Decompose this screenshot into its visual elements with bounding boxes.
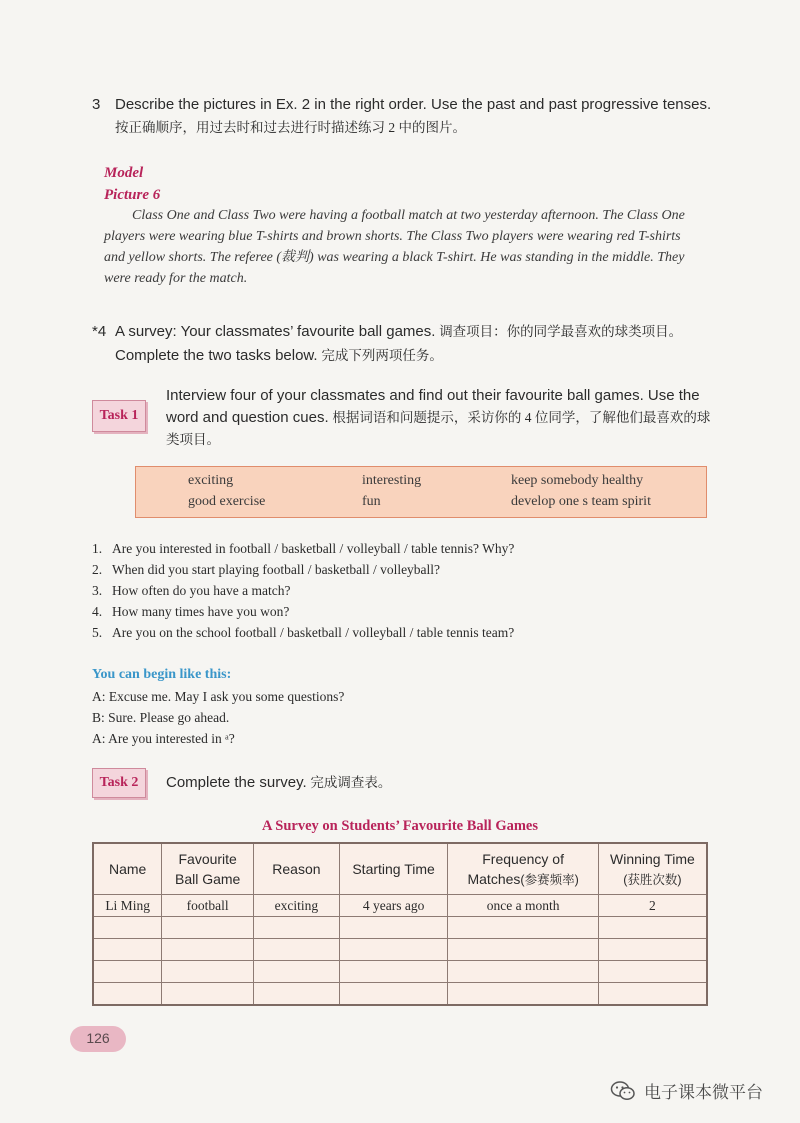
question-number: 2. (92, 562, 103, 577)
task-2-text: Complete the survey. (166, 774, 307, 791)
empty-cell (339, 983, 448, 1006)
exercise-instruction-cn: 按正确顺序，用过去时和过去进行时描述练习 2 中的图片。 (115, 120, 466, 135)
table-row (93, 939, 707, 961)
exercise-subtitle: Complete the two tasks below. (115, 347, 318, 364)
exercise-title: A survey: Your classmates’ favourite ball games. (115, 323, 436, 340)
model-label: Model (104, 165, 144, 181)
page-number: 126 (70, 1026, 126, 1052)
cue-word: interesting (362, 473, 422, 488)
question-text: Are you interested in football / basketball / volleyball / table tennis? Why? (112, 541, 515, 556)
survey-title: A Survey on Students’ Favourite Ball Games (261, 818, 539, 834)
exercise-title-cn: 调查项目：你的同学最喜欢的球类项目。 (439, 324, 683, 339)
empty-cell (448, 917, 598, 939)
question-number: 4. (92, 604, 103, 619)
exercise-4 (92, 320, 732, 368)
question-number: 3. (92, 583, 103, 598)
question-text: How often do you have a match? (112, 583, 291, 598)
task-1-text-cn: 根据词语和问题提示，采访你的 4 位同学，了解他们最喜欢的球类项目。 (166, 410, 711, 447)
cell-winning: 2 (598, 895, 707, 917)
empty-cell (162, 917, 254, 939)
cell-reason: exciting (254, 895, 340, 917)
question-text: When did you start playing football / basketball / volleyball? (112, 562, 441, 577)
cell-game: football (162, 895, 254, 917)
dialogue-line: A: Are you interested in ᵃ? (92, 731, 235, 746)
header-winning-line: Winning Time (610, 850, 695, 867)
empty-cell (598, 961, 707, 983)
survey-table (92, 842, 708, 1006)
empty-cell (254, 917, 340, 939)
empty-cell (448, 939, 598, 961)
question-text: Are you on the school football / basketball / volleyball / table tennis team? (112, 625, 515, 640)
empty-cell (254, 939, 340, 961)
exercise-instruction: Describe the pictures in Ex. 2 in the right order. Use the past and past progressive tenses. (115, 96, 712, 113)
list-item (92, 580, 712, 601)
cue-word: good exercise (188, 494, 266, 509)
empty-cell (448, 961, 598, 983)
list-item (92, 538, 712, 559)
cell-frequency: once a month (448, 895, 598, 917)
begin-heading: You can begin like this: (92, 667, 232, 682)
question-number: 5. (92, 625, 103, 640)
task-1-label: Task 1 (92, 400, 146, 432)
exercise-subtitle-cn: 完成下列两项任务。 (321, 348, 443, 363)
dialogue-line: B: Sure. Please go ahead. (92, 710, 230, 725)
list-item (92, 622, 712, 643)
empty-cell (93, 961, 162, 983)
header-winning-cn: (获胜次数) (623, 872, 682, 887)
table-row (93, 961, 707, 983)
task-2-text-cn: 完成调查表。 (310, 775, 392, 790)
empty-cell (93, 983, 162, 1006)
task-2-instruction (166, 773, 391, 793)
empty-cell (162, 961, 254, 983)
exercise-3 (92, 94, 732, 139)
table-row (93, 917, 707, 939)
cell-name: Li Ming (93, 895, 162, 917)
empty-cell (448, 983, 598, 1006)
cue-word: keep somebody healthy (511, 473, 644, 488)
empty-cell (162, 939, 254, 961)
header-frequency-line: Matches (467, 870, 521, 887)
task-2-label: Task 2 (92, 768, 146, 798)
empty-cell (339, 961, 448, 983)
watermark (610, 1078, 763, 1103)
list-item (92, 601, 712, 622)
cue-word: exciting (188, 473, 234, 488)
table-header-row (93, 843, 707, 895)
watermark-text: 电子课本微平台 (644, 1083, 763, 1103)
wechat-icon (610, 1080, 636, 1102)
exercise-number: 3 (92, 96, 101, 113)
cue-box (135, 466, 707, 518)
header-name: Name (93, 843, 162, 895)
cell-starting: 4 years ago (339, 895, 448, 917)
header-winning-time (598, 843, 707, 895)
empty-cell (93, 939, 162, 961)
question-list (92, 538, 712, 643)
table-row (93, 983, 707, 1006)
header-starting-time: Starting Time (339, 843, 448, 895)
empty-cell (598, 983, 707, 1006)
dialogue (92, 686, 344, 749)
question-text: How many times have you won? (112, 604, 290, 619)
cue-word: fun (362, 494, 381, 509)
empty-cell (339, 917, 448, 939)
model-paragraph: Class One and Class Two were having a football match at two yesterday afternoon. The Class One players were wearing blue T-shirts and brown shorts. The Class Two players were wearing red T-shirts and yellow shorts. The referee (裁判) was wearing a black T-shirt. He was standing in the middle. They were ready for the match. (104, 208, 685, 286)
header-favourite (162, 843, 254, 895)
question-number: 1. (92, 541, 103, 556)
empty-cell (254, 961, 340, 983)
empty-cell (162, 983, 254, 1006)
empty-cell (598, 939, 707, 961)
header-frequency (448, 843, 598, 895)
header-reason: Reason (254, 843, 340, 895)
empty-cell (598, 917, 707, 939)
header-frequency-cn: (参赛频率) (520, 872, 579, 887)
empty-cell (254, 983, 340, 1006)
cue-word: develop one s team spirit (511, 494, 651, 509)
empty-cell (93, 917, 162, 939)
dialogue-line: A: Excuse me. May I ask you some questions? (92, 689, 345, 704)
header-favourite-line: Ball Game (174, 871, 241, 887)
model-heading (104, 162, 160, 206)
empty-cell (339, 939, 448, 961)
header-frequency-line: Frequency of (482, 850, 564, 867)
task-1-text: Interview four of your classmates and find out their favourite ball games. Use the word and question cues. (166, 387, 700, 426)
model-picture-label: Picture 6 (104, 187, 161, 203)
header-favourite-line: Favourite (178, 851, 237, 867)
task-1-instruction (166, 385, 716, 451)
table-row (93, 895, 707, 917)
exercise-number: *4 (92, 323, 107, 340)
list-item (92, 559, 712, 580)
